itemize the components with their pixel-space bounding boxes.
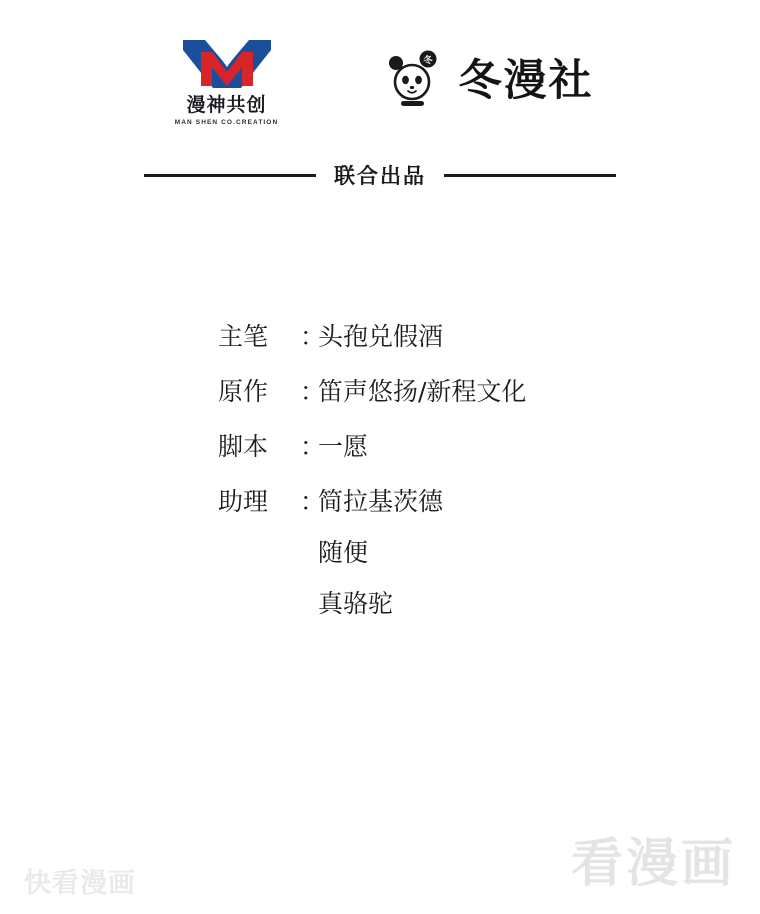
publisher-logo-left (167, 36, 287, 126)
credit-role: 脚本 (218, 432, 269, 461)
credit-row (218, 432, 638, 462)
credit-separator: ： (300, 487, 326, 516)
divider-right (444, 174, 616, 177)
credit-value: 随便 (318, 538, 369, 567)
credit-row (218, 487, 638, 517)
svg-text:冬: 冬 (422, 56, 433, 66)
panda-icon (383, 49, 445, 113)
credit-value: 头孢兑假酒 (318, 322, 444, 351)
watermark-left: 快看漫画 (24, 868, 136, 899)
credit-row (218, 322, 638, 352)
logo-right-chinese-name: 冬漫社 (458, 55, 594, 106)
credit-separator: ： (300, 377, 326, 406)
credit-row (218, 377, 638, 407)
publisher-logo-right (383, 49, 594, 113)
credit-role: 助理 (218, 487, 269, 516)
credit-value: 简拉基茨德 (318, 487, 444, 516)
divider-left (144, 174, 316, 177)
credit-value: 笛声悠扬/新程文化 (318, 377, 527, 406)
credit-separator: ： (300, 322, 326, 351)
credit-role: 主笔 (218, 322, 269, 351)
man-shen-gong-chuang-logo-icon (179, 36, 275, 94)
joint-production-label: 联合出品 (334, 164, 426, 188)
credit-value: 一愿 (318, 432, 369, 461)
logo-left-english-name: MAN SHEN CO.CREATION (174, 118, 279, 126)
logo-left-chinese-name: 漫神共创 (186, 94, 267, 117)
credit-role: 原作 (218, 377, 269, 406)
logo-row (0, 26, 760, 136)
credits-list (218, 322, 638, 644)
joint-production-banner (0, 160, 760, 190)
credit-row (218, 589, 638, 619)
credit-row (218, 538, 638, 568)
credit-value: 真骆驼 (318, 589, 394, 618)
watermark-right: 看漫画 (570, 834, 736, 894)
credit-separator: ： (300, 432, 326, 461)
